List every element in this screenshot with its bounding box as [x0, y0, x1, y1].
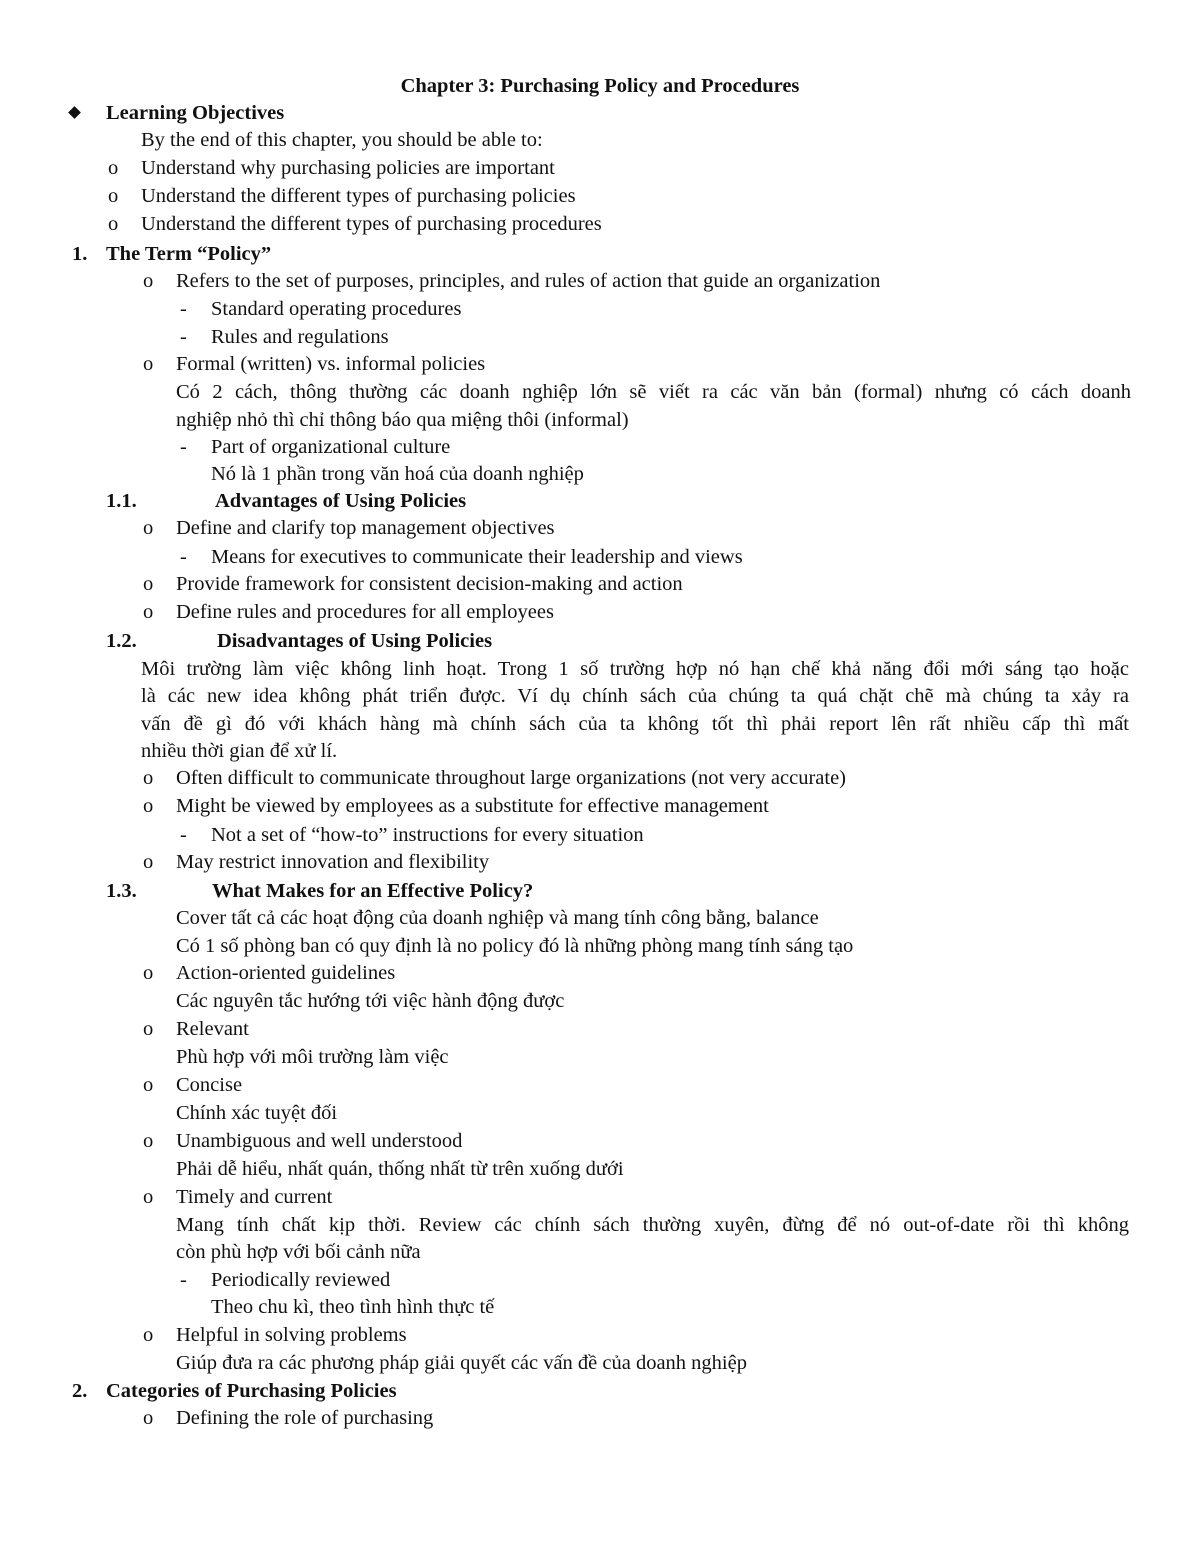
- note-text: Các nguyên tắc hướng tới việc hành động được: [176, 990, 565, 1012]
- list-item: [0, 848, 1200, 876]
- note-text: Nó là 1 phần trong văn hoá của doanh nghiệp: [211, 463, 584, 485]
- list-item: [0, 350, 1200, 378]
- note-line: [0, 1238, 1200, 1266]
- circle-bullet-icon: o: [143, 270, 154, 292]
- note-line: [0, 932, 1200, 960]
- paragraph-text: là các new idea không phát triển được. Ví dụ chính sách của chúng ta quá chặt chẽ mà chúng ta xảy ra: [141, 685, 1129, 707]
- list-item-text: Understand why purchasing policies are important: [141, 157, 555, 179]
- note-text: Cover tất cả các hoạt động của doanh nghiệp và mang tính công bằng, balance: [176, 907, 819, 929]
- list-item-text: Formal (written) vs. informal policies: [176, 353, 486, 375]
- note-line: [0, 1293, 1200, 1321]
- list-item: [0, 295, 1200, 323]
- list-item: [0, 267, 1200, 295]
- list-item-text: Often difficult to communicate throughout large organizations (not very accurate): [176, 767, 847, 789]
- note-text: nghiệp nhỏ thì chỉ thông báo qua miệng thôi (informal): [176, 409, 629, 431]
- note-line: [0, 378, 1200, 406]
- section-2-heading-line: [0, 1377, 1200, 1405]
- section-number: 1.2.: [106, 630, 137, 652]
- section-1-3-heading-line: [0, 877, 1200, 905]
- list-item-text: Not a set of “how-to” instructions for every situation: [211, 824, 644, 846]
- circle-bullet-icon: o: [143, 795, 154, 817]
- list-item-text: Might be viewed by employees as a substitute for effective management: [176, 795, 769, 817]
- note-text: Phù hợp với môi trường làm việc: [176, 1046, 449, 1068]
- circle-bullet-icon: o: [108, 213, 119, 235]
- list-item: [0, 1015, 1200, 1043]
- list-item: [0, 323, 1200, 351]
- list-item-text: Defining the role of purchasing: [176, 1407, 434, 1429]
- list-item-text: Action-oriented guidelines: [176, 962, 396, 984]
- list-item-text: Unambiguous and well understood: [176, 1130, 463, 1152]
- list-item-text: Periodically reviewed: [211, 1269, 391, 1291]
- list-item: [0, 598, 1200, 626]
- section-1-2-heading-line: [0, 627, 1200, 655]
- list-item: [0, 210, 1200, 238]
- list-item-text: Define rules and procedures for all employees: [176, 601, 554, 623]
- section-1-heading-line: [0, 240, 1200, 268]
- list-item: [0, 433, 1200, 461]
- list-item-text: Part of organizational culture: [211, 436, 451, 458]
- section-number: 2.: [72, 1380, 88, 1402]
- section-heading: Disadvantages of Using Policies: [217, 630, 493, 652]
- paragraph-text: Môi trường làm việc không linh hoạt. Trong 1 số trường hợp nó hạn chế khả năng đổi mới sáng tạo hoặc: [141, 658, 1129, 680]
- list-item: [0, 1183, 1200, 1211]
- circle-bullet-icon: o: [143, 573, 154, 595]
- learning-objectives-heading-line: [0, 99, 1200, 127]
- note-line: [0, 1155, 1200, 1183]
- note-text: còn phù hợp với bối cảnh nữa: [176, 1241, 421, 1263]
- dash-bullet-icon: -: [180, 1269, 187, 1291]
- list-item-text: Provide framework for consistent decision-making and action: [176, 573, 683, 595]
- circle-bullet-icon: o: [143, 851, 154, 873]
- list-item-text: Standard operating procedures: [211, 298, 462, 320]
- list-item-text: Rules and regulations: [211, 326, 389, 348]
- circle-bullet-icon: o: [143, 1407, 154, 1429]
- circle-bullet-icon: o: [143, 1074, 154, 1096]
- list-item: [0, 1404, 1200, 1432]
- note-text: Giúp đưa ra các phương pháp giải quyết các vấn đề của doanh nghiệp: [176, 1352, 747, 1374]
- note-line: [0, 1043, 1200, 1071]
- paragraph-line: [0, 655, 1200, 683]
- list-item: [0, 570, 1200, 598]
- list-item-text: Refers to the set of purposes, principles, and rules of action that guide an organization: [176, 270, 881, 292]
- paragraph-line: [0, 710, 1200, 738]
- section-heading: What Makes for an Effective Policy?: [212, 880, 534, 902]
- dash-bullet-icon: -: [180, 824, 187, 846]
- list-item: [0, 1266, 1200, 1294]
- circle-bullet-icon: o: [143, 1018, 154, 1040]
- paragraph-line: [0, 682, 1200, 710]
- list-item-text: Means for executives to communicate their leadership and views: [211, 546, 743, 568]
- paragraph-text: vấn đề gì đó với khách hàng mà chính sách của ta không tốt thì phải report lên rất nhiều cấp thì mất: [141, 713, 1129, 735]
- note-line: [0, 460, 1200, 488]
- list-item: [0, 1127, 1200, 1155]
- circle-bullet-icon: o: [143, 1130, 154, 1152]
- learning-objectives-heading: Learning Objectives: [106, 102, 285, 124]
- circle-bullet-icon: o: [143, 517, 154, 539]
- circle-bullet-icon: o: [143, 601, 154, 623]
- circle-bullet-icon: o: [108, 185, 119, 207]
- note-text: Có 2 cách, thông thường các doanh nghiệp lớn sẽ viết ra các văn bản (formal) nhưng có cách doanh: [176, 381, 1131, 403]
- list-item: [0, 514, 1200, 542]
- list-item-text: Understand the different types of purchasing procedures: [141, 213, 602, 235]
- page-title: Chapter 3: Purchasing Policy and Procedures: [400, 75, 800, 97]
- note-line: [0, 1349, 1200, 1377]
- list-item: [0, 1321, 1200, 1349]
- note-text: Mang tính chất kịp thời. Review các chính sách thường xuyên, đừng để nó out-of-date rồi thì không: [176, 1214, 1129, 1236]
- list-item-text: May restrict innovation and flexibility: [176, 851, 490, 873]
- circle-bullet-icon: o: [143, 1186, 154, 1208]
- note-text: Phải dễ hiểu, nhất quán, thống nhất từ trên xuống dưới: [176, 1158, 624, 1180]
- list-item-text: Understand the different types of purchasing policies: [141, 185, 576, 207]
- list-item: [0, 792, 1200, 820]
- list-item: [0, 821, 1200, 849]
- dash-bullet-icon: -: [180, 326, 187, 348]
- note-text: Chính xác tuyệt đối: [176, 1102, 338, 1124]
- dash-bullet-icon: -: [180, 546, 187, 568]
- learning-objectives-intro-line: [0, 126, 1200, 154]
- note-text: Có 1 số phòng ban có quy định là no policy đó là những phòng mang tính sáng tạo: [176, 935, 854, 957]
- list-item: [0, 543, 1200, 571]
- note-line: [0, 1099, 1200, 1127]
- note-line: [0, 1211, 1200, 1239]
- dash-bullet-icon: -: [180, 436, 187, 458]
- circle-bullet-icon: o: [108, 157, 119, 179]
- note-line: [0, 406, 1200, 434]
- list-item-text: Helpful in solving problems: [176, 1324, 407, 1346]
- circle-bullet-icon: o: [143, 353, 154, 375]
- note-line: [0, 987, 1200, 1015]
- section-number: 1.: [72, 243, 88, 265]
- list-item-text: Concise: [176, 1074, 243, 1096]
- section-1-1-heading-line: [0, 487, 1200, 515]
- section-number: 1.1.: [106, 490, 137, 512]
- list-item: [0, 764, 1200, 792]
- section-number: 1.3.: [106, 880, 137, 902]
- diamond-bullet-icon: [68, 106, 81, 119]
- circle-bullet-icon: o: [143, 767, 154, 789]
- list-item: [0, 154, 1200, 182]
- section-heading: Categories of Purchasing Policies: [106, 1380, 397, 1402]
- dash-bullet-icon: -: [180, 298, 187, 320]
- list-item-text: Define and clarify top management objectives: [176, 517, 555, 539]
- list-item-text: Relevant: [176, 1018, 249, 1040]
- list-item: [0, 182, 1200, 210]
- section-heading: The Term “Policy”: [106, 243, 272, 265]
- section-heading: Advantages of Using Policies: [215, 490, 467, 512]
- note-line: [0, 904, 1200, 932]
- circle-bullet-icon: o: [143, 962, 154, 984]
- paragraph-text: nhiều thời gian để xử lí.: [141, 740, 338, 762]
- paragraph-line: [0, 737, 1200, 765]
- note-text: Theo chu kì, theo tình hình thực tế: [211, 1296, 495, 1318]
- learning-objectives-intro: By the end of this chapter, you should be able to:: [141, 129, 543, 151]
- list-item: [0, 1071, 1200, 1099]
- circle-bullet-icon: o: [143, 1324, 154, 1346]
- list-item: [0, 959, 1200, 987]
- list-item-text: Timely and current: [176, 1186, 333, 1208]
